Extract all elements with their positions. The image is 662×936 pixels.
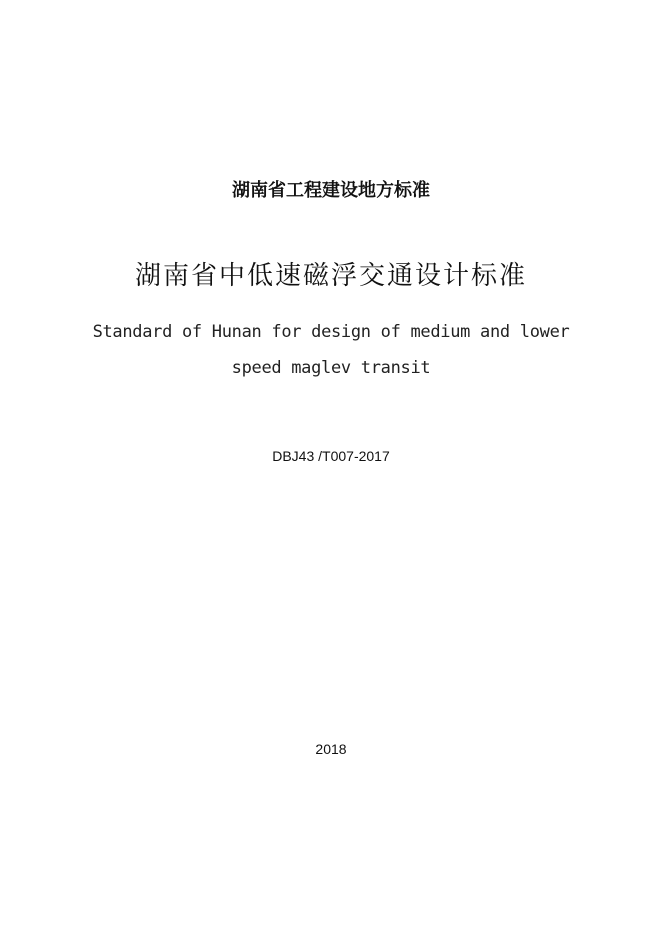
standard-code: DBJ43 /T007-2017 bbox=[272, 448, 390, 464]
publication-year: 2018 bbox=[315, 741, 347, 757]
main-title: 湖南省中低速磁浮交通设计标准 bbox=[134, 261, 527, 291]
english-title-line-1: Standard of Hunan for design of medium and lower bbox=[92, 322, 570, 342]
series-title: 湖南省工程建设地方标准 bbox=[232, 180, 430, 201]
english-title-line-2: speed maglev transit bbox=[231, 358, 431, 378]
